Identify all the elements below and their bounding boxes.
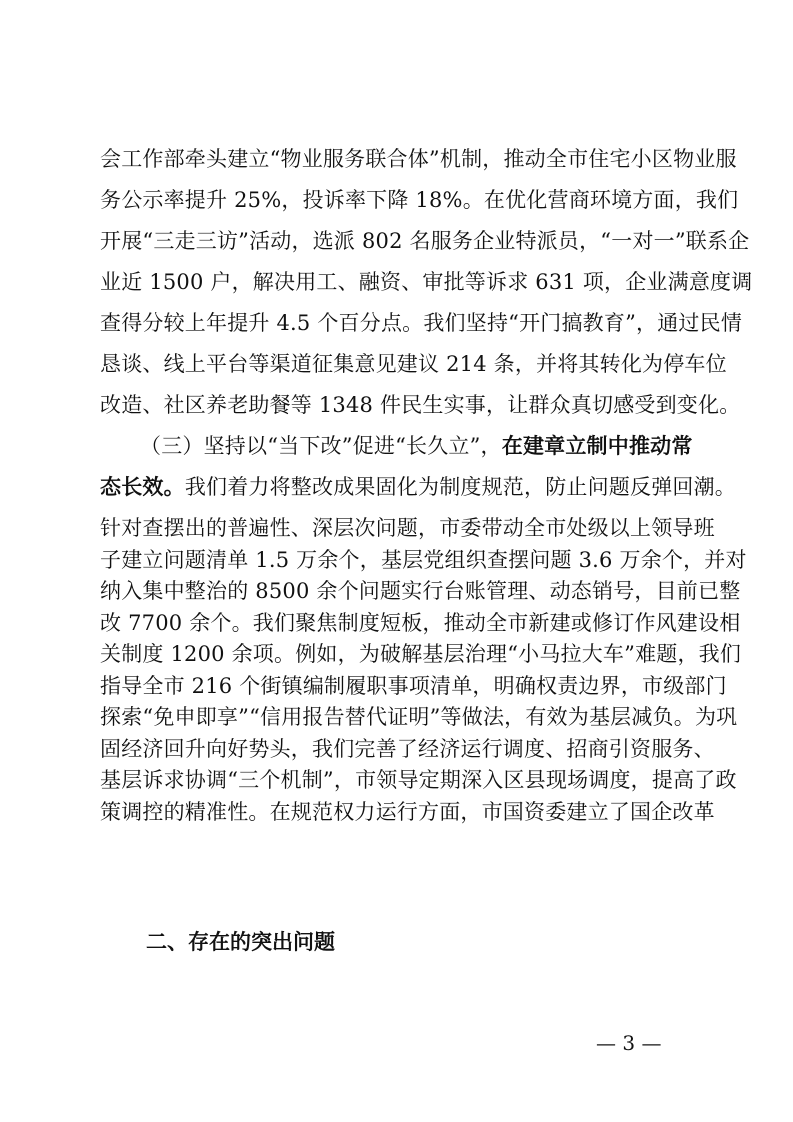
paragraph-line: 针对查摆出的普遍性、深层次问题，市委带动全市处级以上领导班: [100, 516, 715, 540]
subsection-heading-bold-tail: 态长效。: [100, 474, 185, 499]
paragraph-line: 恳谈、线上平台等渠道征集意见建议 214 条，并将其转化为停车位: [100, 352, 727, 376]
paragraph-line: 探索“免申即享”“信用报告替代证明”等做法，有效为基层减负。为巩: [100, 705, 738, 729]
paragraph-line: 固经济回升向好势头，我们完善了经济运行调度、招商引资服务、: [100, 736, 715, 761]
paragraph-line: 会工作部牵头建立“物业服务联合体”机制，推动全市住宅小区物业服: [100, 147, 737, 171]
paragraph-line: 策调控的精准性。在规范权力运行方面，市国资委建立了国企改革: [100, 799, 715, 824]
paragraph-line: 查得分较上年提升 4.5 个百分点。我们坚持“开门搞教育”，通过民情: [100, 311, 743, 335]
subsection-heading-lead: （三）坚持以“当下改”促进“长久立”，: [140, 434, 502, 458]
paragraph-line: 改 7700 余个。我们聚焦制度短板，推动全市新建或修订作风建设相: [100, 610, 741, 635]
page-number: — 3 —: [596, 1031, 662, 1055]
subsection-heading-line: [140, 431, 693, 461]
subsection-heading-bold: 在建章立制中推动常: [501, 433, 693, 458]
paragraph-line: 子建立问题清单 1.5 万余个，基层党组织查摆问题 3.6 万余个，并对: [100, 547, 747, 572]
section-heading: 二、存在的突出问题: [146, 930, 335, 954]
paragraph-line: 改造、社区养老助餐等 1348 件民生实事，让群众真切感受到变化。: [100, 393, 741, 417]
paragraph-line: 基层诉求协调“三个机制”，市领导定期深入区县现场调度，提高了政: [100, 768, 737, 792]
paragraph-line: 关制度 1200 余项。例如，为破解基层治理“小马拉大车”难题，我们: [100, 642, 742, 666]
paragraph-line: 指导全市 216 个街镇编制履职事项清单，明确权责边界，市级部门: [100, 673, 727, 698]
paragraph-line: 纳入集中整治的 8500 余个问题实行台账管理、动态销号，目前已整: [100, 579, 741, 603]
paragraph-line: [100, 472, 737, 502]
paragraph-line: 务公示率提升 25%，投诉率下降 18%。在优化营商环境方面，我们: [100, 188, 739, 212]
paragraph-line: 业近 1500 户，解决用工、融资、审批等诉求 631 项，企业满意度调: [100, 270, 753, 294]
paragraph-line: 开展“三走三访”活动，选派 802 名服务企业特派员，“一对一”联系企: [100, 229, 750, 253]
paragraph-text: 我们着力将整改成果固化为制度规范，防止问题反弹回潮。: [184, 475, 737, 499]
